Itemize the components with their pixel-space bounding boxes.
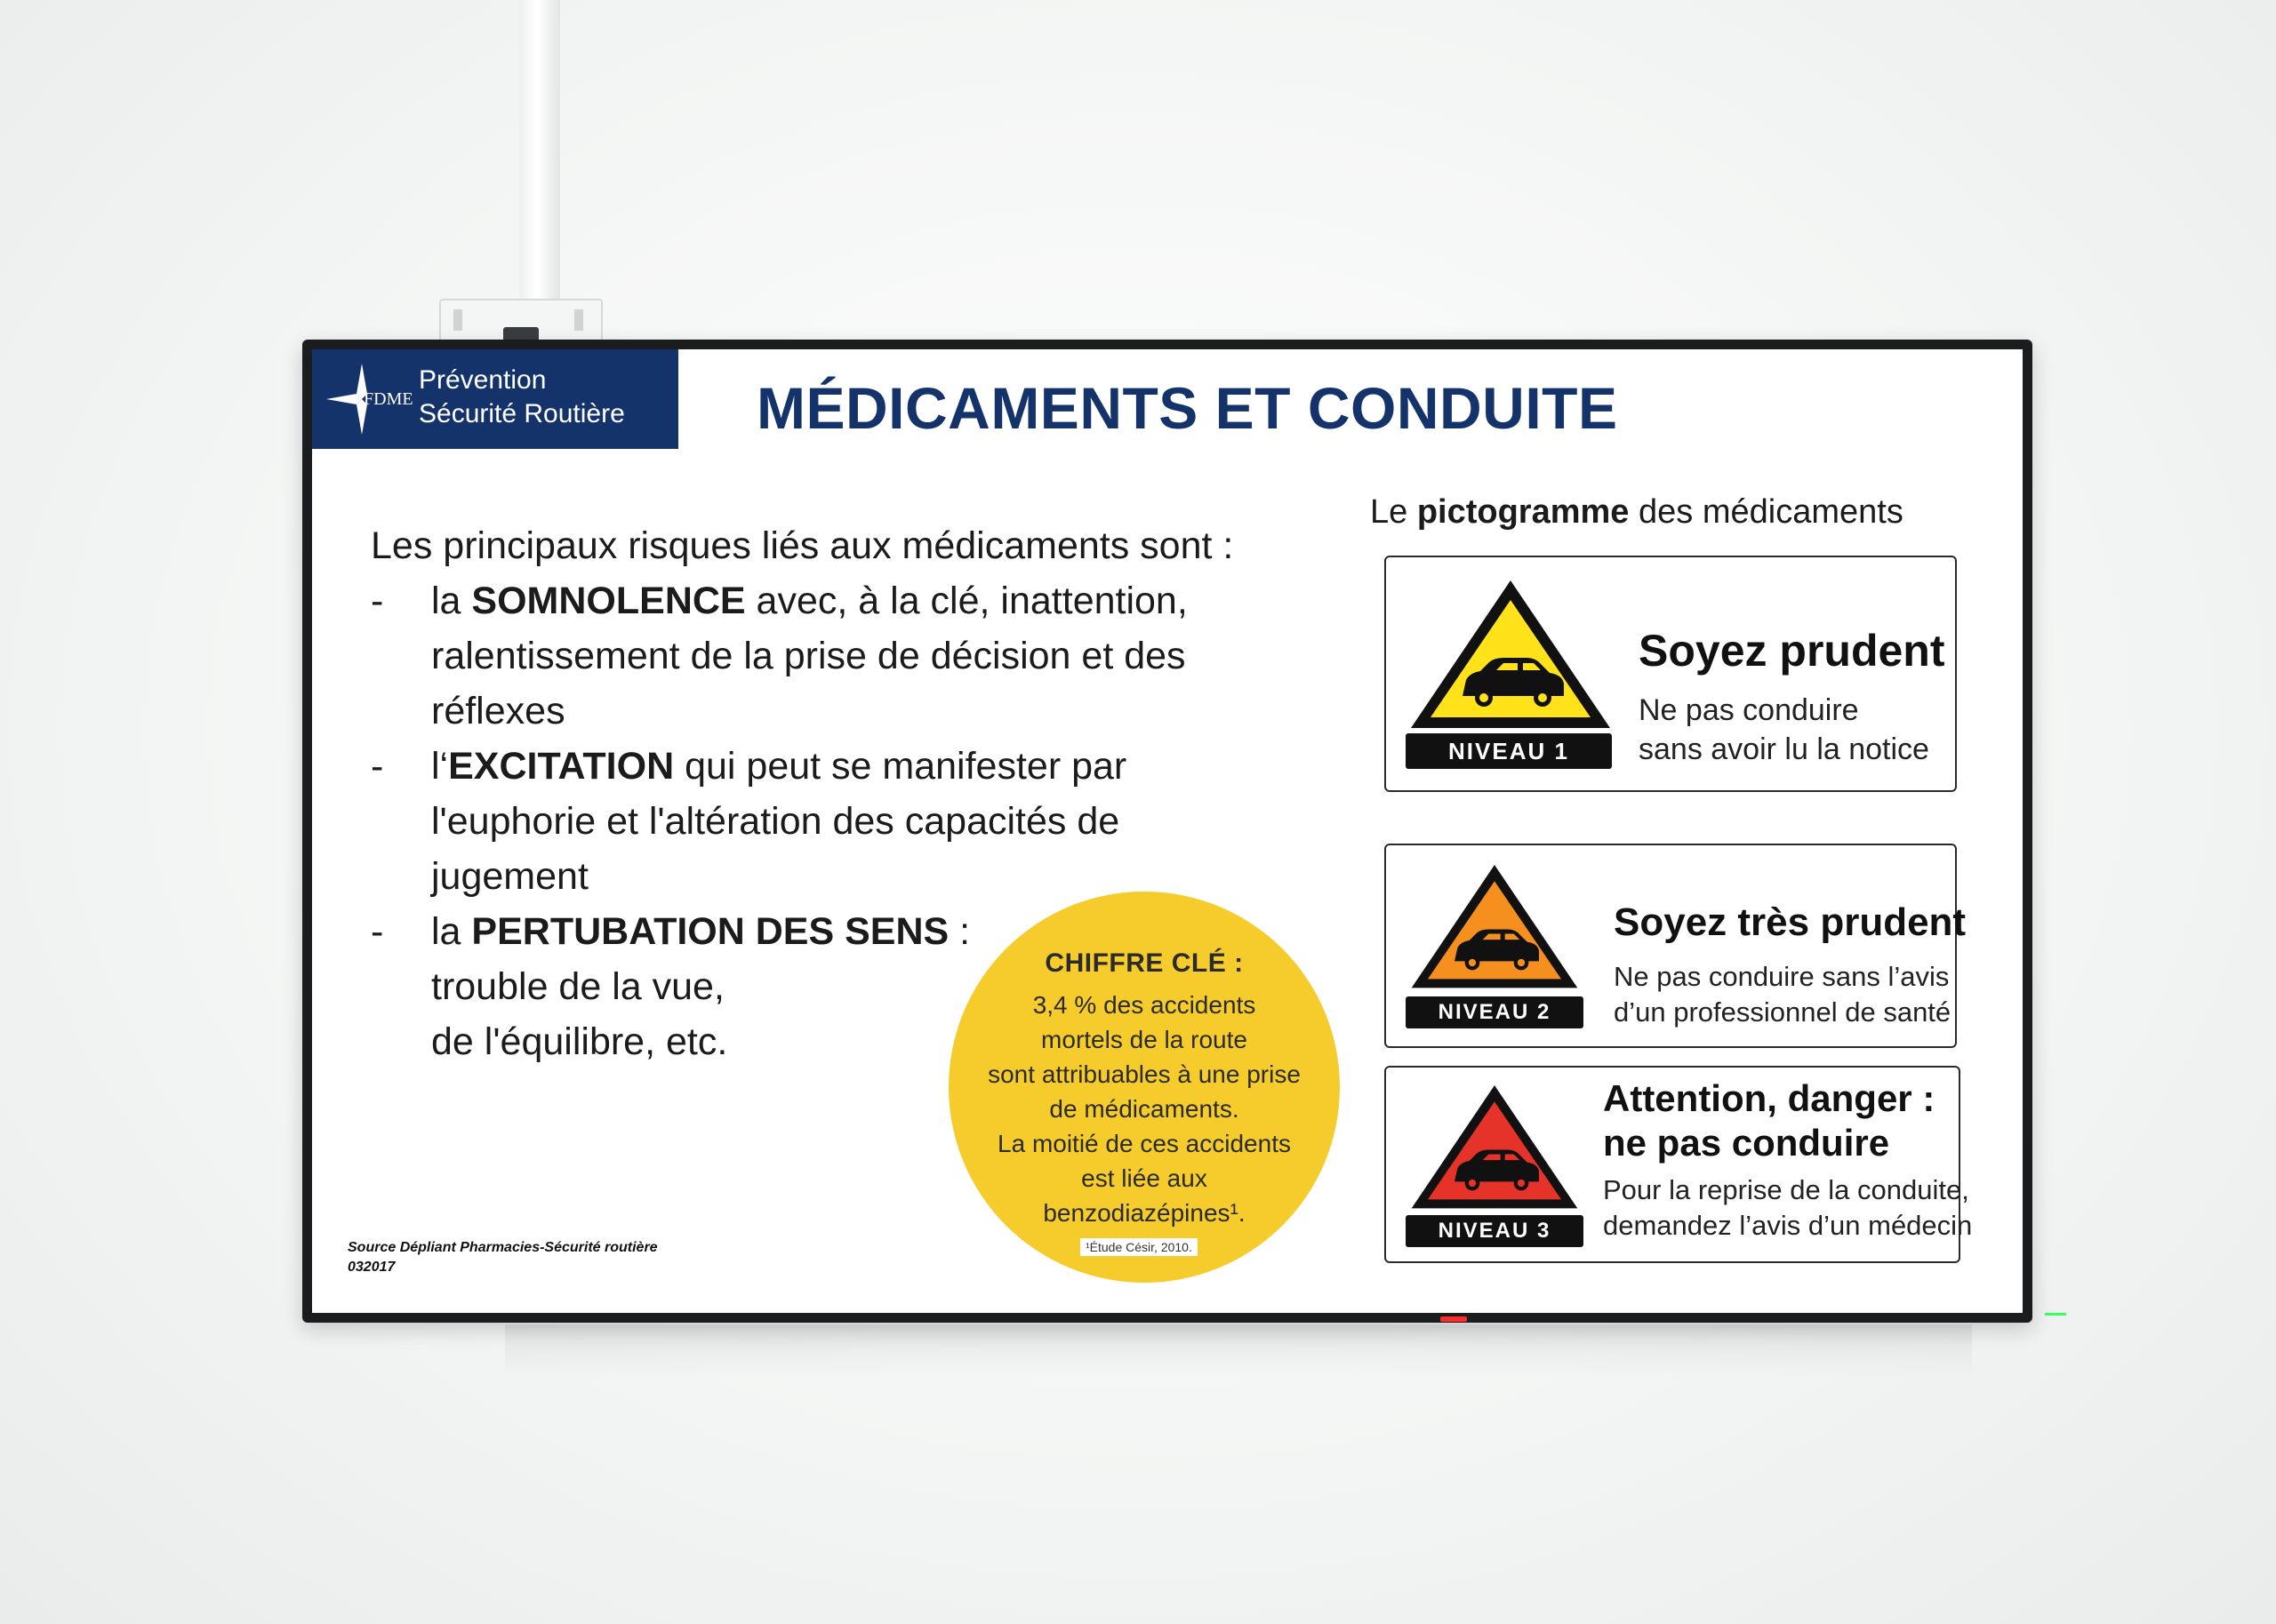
pictogram-heading: Le pictogramme des médicaments [1370,493,1903,531]
level-advice: Ne pas conduire sans l’avis d’un professionnel de santé [1614,961,1951,1028]
level-badge: NIVEAU 1 [1406,733,1612,769]
level-1-card [1384,556,1957,792]
risk-item-somnolence: - la SOMNOLENCE avec, à la clé, inattention, ralentissement de la prise de décision et des réflexes [371,580,1188,732]
brand-line-1: Prévention [419,365,547,395]
tv-shadow [505,1324,1972,1378]
level-badge: NIVEAU 2 [1406,996,1583,1028]
level-advice: Pour la reprise de la conduite, demandez l’avis d’un médecin [1603,1174,1973,1241]
page-title: MÉDICAMENTS ET CONDUITE [757,375,1618,441]
risk-item-senses: - la PERTUBATION DES SENS : trouble de la vue, de l'équilibre, etc. [371,910,971,1063]
level-2-card [1384,844,1967,1048]
tv-display [302,340,2032,1323]
key-figure-heading: CHIFFRE CLÉ : [1045,948,1244,978]
car-warning-icon [1406,860,1583,995]
source-note: Source Dépliant Pharmacies-Sécurité routière 032017 [348,1240,658,1275]
key-figure-footnote: ¹Étude Césir, 2010. [1080,1238,1198,1256]
wall-conduit [519,0,560,311]
key-figure-text: 3,4 % des accidents mortels de la route sont attribuables à une prise de médicaments. La moitié de ces accidents est liée aux benzodiazépines¹. [988,991,1301,1227]
car-warning-icon [1404,575,1617,735]
slide [312,349,2023,1313]
risk-item-excitation: - l‘EXCITATION qui peut se manifester par l'euphorie et l'altération des capacités de jugement [371,745,1127,898]
level-3-card [1384,1066,1973,1263]
power-led [1440,1316,1467,1322]
car-warning-icon [1406,1080,1583,1215]
level-badge: NIVEAU 3 [1406,1215,1583,1247]
brand-line-2: Sécurité Routière [419,399,625,428]
level-heading: Soyez prudent [1639,626,1945,676]
compass-logo-icon [323,360,413,438]
wall-mount-bracket [439,299,603,345]
status-light [2045,1313,2066,1316]
level-advice: Ne pas conduire sans avoir lu la notice [1639,693,1929,766]
level-heading: Soyez très prudent [1614,900,1967,944]
logo-text: FDME [364,389,413,409]
level-heading: Attention, danger : ne pas conduire [1603,1077,1935,1164]
brand-banner [312,349,678,449]
risk-intro: Les principaux risques liés aux médicaments sont : [371,524,1234,567]
key-figure-circle [949,892,1340,1283]
